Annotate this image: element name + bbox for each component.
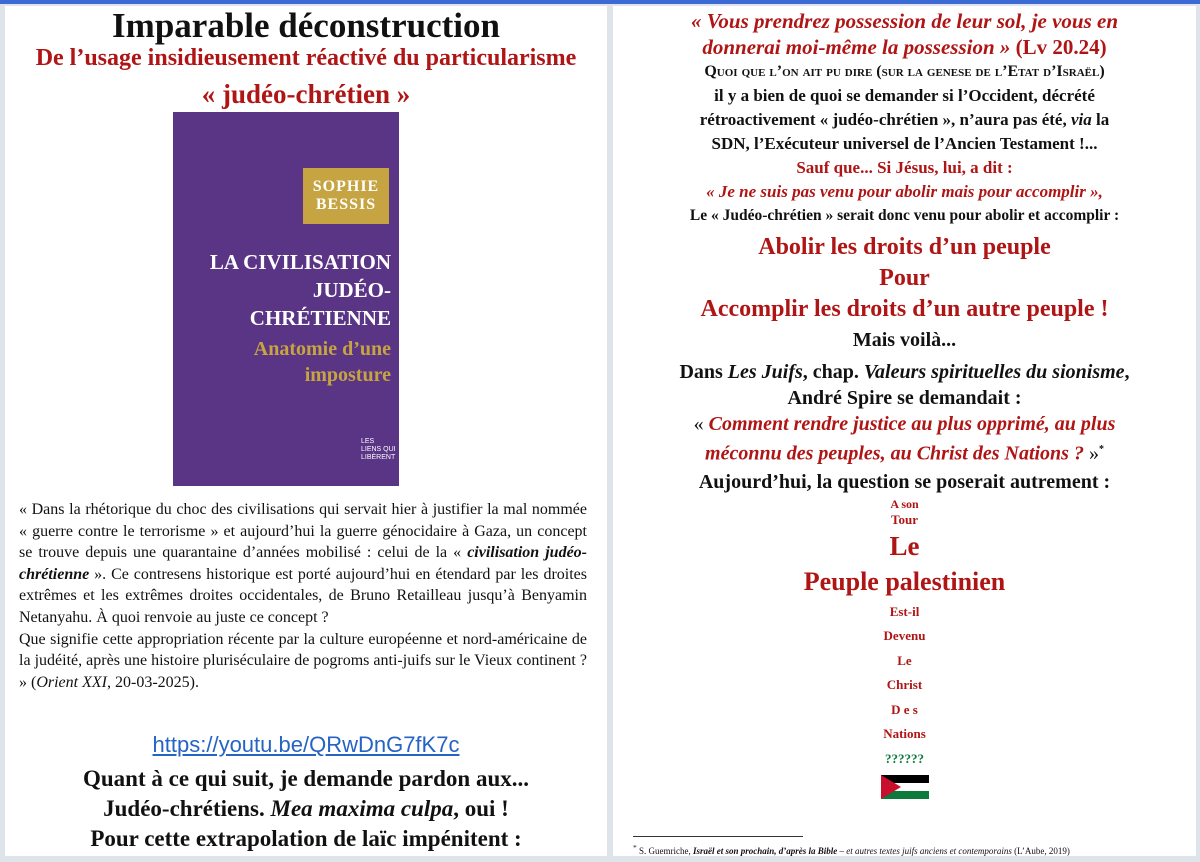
page-subtitle: De l’usage insidieusement réactivé du particularisme <box>35 45 577 71</box>
book-author-first: SOPHIE <box>312 178 380 195</box>
paragraph-text: la <box>1091 110 1110 129</box>
footnote-ref: * <box>1098 444 1104 455</box>
quote-source: Orient XXI <box>36 673 107 691</box>
dans-emphasis: Les Juifs <box>727 361 803 383</box>
page-subtitle-2: « judéo-chrétien » <box>201 79 411 109</box>
accomplir-heading: Accomplir les droits d’un autre peuple ! <box>700 296 1109 322</box>
verse-line <box>613 34 1196 60</box>
book-title-line: JUDÉO- <box>312 278 391 302</box>
book-subtitle-line: imposture <box>304 364 391 386</box>
publisher-line: LIENS QUI <box>361 446 396 453</box>
quote-text: Que signifie cette appropriation récente par la culture européenne et nord-américaine de la judéité, après une histoire pluriséculaire de pogroms anti-juifs sur le Vieux continent ? » ( <box>19 630 587 691</box>
palestinian-flag-icon <box>881 775 929 799</box>
le-small: Le <box>897 652 912 668</box>
quote-text: « Dans la rhétorique du choc des civilisations qui servait hier à justifier la mal nommée « guerre contre le terrorisme » et aujourd’hui la guerre génocidaire à Gaza, un concept se trouve depuis une quarantaine d’années mobilisé : celui de la « <box>19 501 587 562</box>
spire-quote-line <box>613 437 1196 467</box>
le-heading: Le <box>889 530 920 561</box>
des: D e s <box>891 701 918 717</box>
spire-text: Comment rendre justice au plus opprimé, au plus <box>708 413 1116 435</box>
verse-line: « Vous prendrez possession de leur sol, je vous en <box>690 9 1119 33</box>
spire-quote <box>613 411 1196 467</box>
nations: Nations <box>883 726 926 742</box>
footnote <box>633 842 1193 856</box>
book-subtitle-line: Anatomie d’une <box>253 338 391 360</box>
andre-spire-line: André Spire se demandait : <box>787 387 1022 409</box>
footnote-title: Israël et son prochain, d’après la Bible <box>693 846 838 856</box>
paragraph-line: il y a bien de quoi se demander si l’Occident, décrété <box>714 86 1095 105</box>
publisher-line: LES <box>361 438 375 445</box>
paragraph-line <box>613 108 1196 132</box>
closing-emphasis: Mea maxima culpa <box>270 796 454 821</box>
book-author-last: BESSIS <box>315 196 377 213</box>
verse-reference: (Lv 20.24) <box>1015 35 1107 59</box>
closing-line: Pour cette extrapolation de laïc impénitent : <box>90 826 522 851</box>
youtube-link[interactable]: https://youtu.be/QRwDnG7fK7c <box>152 732 460 757</box>
spire-text: méconnu des peuples, au Christ des Nations ? <box>705 442 1084 465</box>
christ: Christ <box>886 677 923 693</box>
book-author-box <box>303 168 389 224</box>
book-title-line: LA CIVILISATION <box>209 250 391 274</box>
dans-text: , <box>1124 361 1130 383</box>
closing-text-part: Judéo-chrétiens. <box>103 796 271 821</box>
quote-emphasis: civilisation judéo-chrétienne <box>19 544 588 583</box>
paragraph-emphasis: via <box>1070 110 1092 129</box>
aujourdhui-line: Aujourd’hui, la question se poserait autrement : <box>698 470 1111 493</box>
closing-line <box>5 794 607 824</box>
pour-heading: Pour <box>879 265 930 291</box>
book-title <box>181 248 391 332</box>
page-title: Imparable déconstruction <box>112 6 500 45</box>
quote-paragraph <box>19 499 587 629</box>
book-cover <box>173 112 399 486</box>
publisher-logo <box>361 438 396 462</box>
quote-mark: » <box>1083 442 1099 465</box>
top-accent-bar <box>0 0 1200 4</box>
paragraph-line: Quoi que l’on ait pu dire (sur la genese de l’Etat d’Israël) <box>704 63 1105 80</box>
paragraph-text: rétroactivement « judéo-chrétien », n’aura pas été, <box>699 110 1071 129</box>
book-subtitle <box>181 336 391 388</box>
mais-voila: Mais voilà... <box>852 329 957 351</box>
spire-quote-line <box>613 411 1196 437</box>
footnote-text: – et autres textes juifs anciens et contemporains <box>837 846 1012 856</box>
verse-text: donnerai moi-même la possession » <box>702 35 1016 59</box>
quote-text: ». Ce contresens historique est porté aujourd’hui en étendard par les droites extrêmes et les extrêmes droites occidentales, de Bruno Retailleau jusqu’à Benyamin Netanyahu. À quoi renvoie au juste ce concept ? <box>19 565 587 626</box>
footnote-text: (L’Aube, 2019) <box>1011 846 1070 856</box>
dans-line <box>613 359 1196 385</box>
paragraph-2: Le « Judéo-chrétien » serait donc venu pour abolir et accomplir : <box>689 207 1120 224</box>
devenu: Devenu <box>883 628 926 644</box>
dans-emphasis: Valeurs spirituelles du sionisme <box>863 361 1125 383</box>
footnote-divider <box>633 836 803 837</box>
dans-text: Dans <box>679 361 728 383</box>
closing-line: Quant à ce qui suit, je demande pardon aux... <box>82 766 529 791</box>
publisher-line: LIBÈRENT <box>361 454 396 461</box>
sauf-que-line: Sauf que... Si Jésus, lui, a dit : <box>796 158 1013 177</box>
right-content <box>613 8 1196 804</box>
abolir-heading: Abolir les droits d’un peuple <box>758 234 1051 260</box>
right-page <box>613 6 1196 856</box>
est-il: Est-il <box>889 603 920 619</box>
footnote-text: S. Guemriche, <box>636 846 693 856</box>
tour: Tour <box>891 511 918 527</box>
a-son: A son <box>890 496 919 511</box>
paragraph-line: SDN, l’Exécuteur universel de l’Ancien Testament !... <box>711 134 1098 153</box>
left-page <box>5 6 607 856</box>
dans-text: , chap. <box>802 361 864 383</box>
quote-date: , 20-03-2025). <box>106 673 199 691</box>
peuple-palestinien-heading: Peuple palestinien <box>803 566 1006 596</box>
quote-block <box>19 499 587 693</box>
verse-quote <box>613 8 1196 60</box>
question-marks: ?????? <box>885 750 924 766</box>
quote-mark: « <box>693 413 709 435</box>
footnote-marker: * <box>633 843 637 852</box>
closing-text-part: , oui ! <box>453 796 509 821</box>
jesus-quote: « Je ne suis pas venu pour abolir mais pour accomplir », <box>706 182 1103 201</box>
book-title-line: CHRÉTIENNE <box>249 306 391 330</box>
paragraph-1 <box>613 60 1196 156</box>
closing-text <box>5 764 607 854</box>
quote-paragraph <box>19 629 587 694</box>
